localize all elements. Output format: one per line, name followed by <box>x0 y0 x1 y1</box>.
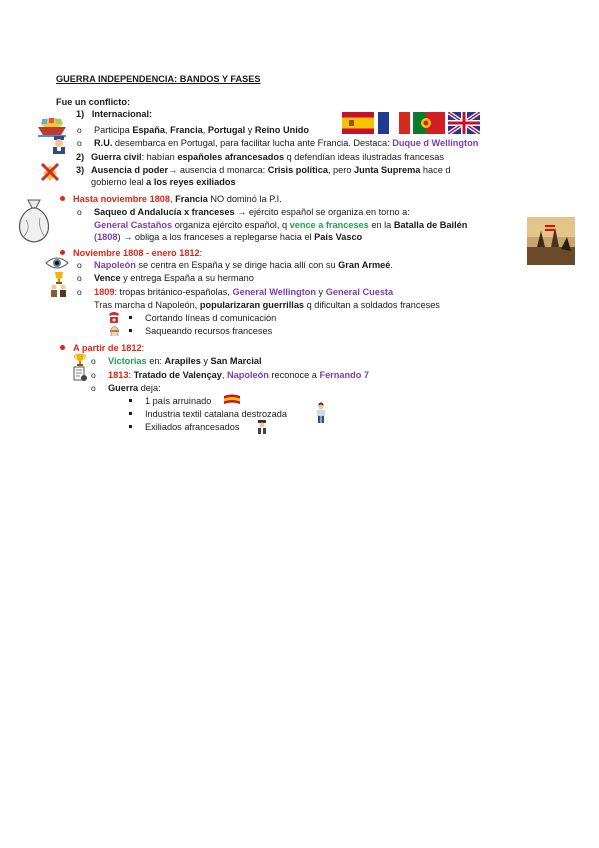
trophy-cup-icon <box>73 353 87 367</box>
item-1-ru: R.U. desembarca en Portugal, para facilitar lucha ante Francia. Destaca: Duque d Wellington <box>94 138 479 148</box>
exile-person-icon <box>256 420 268 434</box>
bullet-square <box>129 316 132 319</box>
spain-flag-icon <box>224 394 240 406</box>
phase-2-sub-3: 1809: tropas británico-españolas, General Wellington y General Cuesta <box>94 287 394 297</box>
item-2-num: 2) <box>76 152 85 162</box>
consequence-1: 1 país arruinado <box>145 396 212 406</box>
phase-3-sub-2: 1813: Tratado de Valençay, Napoleón reconoce a Fernando 7 <box>108 370 369 380</box>
bullet-circle: o <box>91 383 96 393</box>
bullet-square <box>129 399 132 402</box>
bullet-circle: o <box>77 260 82 270</box>
france-flag-icon <box>378 112 410 134</box>
tied-hands-icon <box>108 323 121 337</box>
phase-2-sub-1: Napoleón se centra en España y se dirige hacia allí con su Gran Armeé. <box>94 260 393 270</box>
item-3-num: 3) <box>76 165 85 175</box>
phase-3-sub-3: Guerra deja: <box>108 383 161 393</box>
bullet-circle: o <box>91 370 96 380</box>
phase-1-sub-2: General Castaños organiza ejército español, q vence a franceses en la Batalla de Bailén <box>94 220 468 230</box>
phase-1-sub-1: Saqueo d Andalucía x franceses → ejército español se organiza en torno a: <box>94 207 410 217</box>
bullet-square <box>129 329 132 332</box>
item-3: Ausencia d poder→ ausencia d monarca: Crisis política, pero Junta Suprema hace d <box>91 165 451 175</box>
soldiers-icon <box>50 284 68 300</box>
battle-painting-icon <box>527 217 575 265</box>
trophy-icon <box>53 271 65 285</box>
bullet-square <box>129 425 132 428</box>
intro-text: Fue un conflicto: <box>56 97 131 107</box>
bullet-circle: o <box>77 138 82 148</box>
bullet-dot <box>60 345 65 350</box>
bullet-dot <box>60 250 65 255</box>
consequence-3: Exiliados afrancesados <box>145 422 240 432</box>
guerrilla-item-1: Cortando líneas d comunicación <box>145 313 277 323</box>
page-title: GUERRA INDEPENDENCIA: BANDOS Y FASES <box>56 74 261 84</box>
phase-3-header: A partir de 1812: <box>73 343 145 353</box>
item-1-participants: Participa España, Francia, Portugal y Reino Unido <box>94 125 309 135</box>
sack-icon <box>12 196 56 244</box>
bullet-square <box>129 412 132 415</box>
phase-3-sub-1: Victorias en: Arapiles y San Marcial <box>108 356 262 366</box>
spain-flag-icon <box>342 112 374 134</box>
bullet-circle: o <box>91 356 96 366</box>
bullet-circle: o <box>77 287 82 297</box>
telephone-icon <box>107 310 121 324</box>
eye-icon <box>45 256 69 270</box>
item-3-cont: gobierno leal a los reyes exiliados <box>91 177 236 187</box>
bullet-dot <box>60 196 65 201</box>
consequence-2: Industria textil catalana destrozada <box>145 409 287 419</box>
portugal-flag-icon <box>413 112 445 134</box>
phase-2-sub-4: Tras marcha d Napoleón, popularizaran guerrillas q dificultan a soldados franceses <box>94 300 440 310</box>
guerrilla-item-2: Saqueando recursos franceses <box>145 326 273 336</box>
worker-icon <box>315 402 327 424</box>
uk-flag-icon <box>448 112 480 134</box>
phase-2-sub-2: Vence y entrega España a su hermano <box>94 273 254 283</box>
sailor-icon <box>51 136 67 154</box>
phase-2-header: Noviembre 1808 - enero 1812: <box>73 248 203 258</box>
item-1: 1) Internacional: <box>76 109 153 119</box>
phase-1-header: Hasta noviembre 1808, Francia NO dominó la P.I. <box>73 194 282 204</box>
bullet-circle: o <box>77 125 82 135</box>
phase-1-sub-3: (1808) → obliga a los franceses a replegarse hacia el País Vasco <box>94 232 363 242</box>
bullet-circle: o <box>77 273 82 283</box>
cross-mark-icon <box>40 161 60 183</box>
bullet-circle: o <box>77 207 82 217</box>
item-2: Guerra civil: habían españoles afrancesados q defendían ideas ilustradas francesas <box>91 152 444 162</box>
contract-icon <box>72 366 88 382</box>
